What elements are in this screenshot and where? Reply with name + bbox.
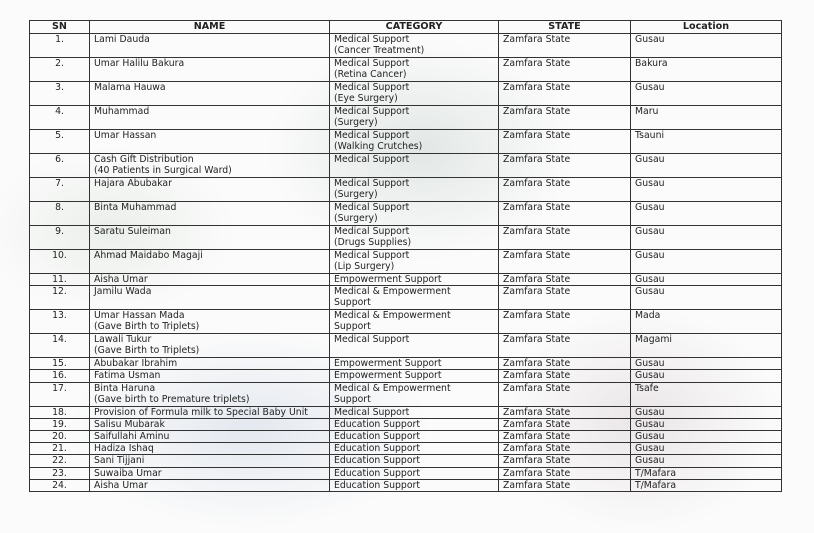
cell-location: T/Mafara: [631, 479, 782, 491]
cell-sn: 1.: [30, 34, 90, 58]
cell-category: Medical Support: [330, 154, 499, 178]
table-row: [30, 334, 782, 358]
table-row: [30, 58, 782, 82]
cell-category: Medical & Empowerment Support: [330, 286, 499, 310]
cell-state: Zamfara State: [499, 455, 631, 467]
cell-state: Zamfara State: [499, 479, 631, 491]
header-sn: SN: [30, 21, 90, 34]
cell-category: Medical Support: [330, 406, 499, 418]
table-row: [30, 274, 782, 286]
cell-location: Gusau: [631, 286, 782, 310]
cell-category: Medical & Empowerment Support: [330, 382, 499, 406]
table-row: [30, 202, 782, 226]
cell-name: Malama Hauwa: [90, 82, 330, 106]
cell-name: Cash Gift Distribution (40 Patients in Surgical Ward): [90, 154, 330, 178]
table-row: [30, 106, 782, 130]
cell-sn: 2.: [30, 58, 90, 82]
cell-state: Zamfara State: [499, 250, 631, 274]
cell-name: Lawali Tukur (Gave Birth to Triplets): [90, 334, 330, 358]
cell-name: Hajara Abubakar: [90, 178, 330, 202]
table-row: [30, 358, 782, 370]
cell-location: Bakura: [631, 58, 782, 82]
cell-category: Medical Support (Surgery): [330, 106, 499, 130]
cell-sn: 23.: [30, 467, 90, 479]
cell-category: Education Support: [330, 431, 499, 443]
cell-state: Zamfara State: [499, 130, 631, 154]
cell-name: Umar Hassan: [90, 130, 330, 154]
cell-category: Medical Support (Drugs Supplies): [330, 226, 499, 250]
header-location: Location: [631, 21, 782, 34]
cell-location: Gusau: [631, 455, 782, 467]
cell-sn: 12.: [30, 286, 90, 310]
cell-location: Gusau: [631, 406, 782, 418]
cell-sn: 10.: [30, 250, 90, 274]
cell-state: Zamfara State: [499, 310, 631, 334]
cell-name: Hadiza Ishaq: [90, 443, 330, 455]
cell-sn: 6.: [30, 154, 90, 178]
table-row: [30, 286, 782, 310]
cell-name: Abubakar Ibrahim: [90, 358, 330, 370]
cell-location: Tsafe: [631, 382, 782, 406]
cell-category: Education Support: [330, 467, 499, 479]
table-row: [30, 479, 782, 491]
table-row: [30, 130, 782, 154]
cell-category: Medical Support (Retina Cancer): [330, 58, 499, 82]
cell-sn: 22.: [30, 455, 90, 467]
cell-location: T/Mafara: [631, 467, 782, 479]
table-row: [30, 34, 782, 58]
cell-name: Lami Dauda: [90, 34, 330, 58]
cell-sn: 5.: [30, 130, 90, 154]
cell-sn: 24.: [30, 479, 90, 491]
table-row: [30, 178, 782, 202]
cell-state: Zamfara State: [499, 431, 631, 443]
cell-state: Zamfara State: [499, 58, 631, 82]
table-row: [30, 310, 782, 334]
cell-sn: 14.: [30, 334, 90, 358]
cell-name: Binta Haruna (Gave birth to Premature triplets): [90, 382, 330, 406]
cell-state: Zamfara State: [499, 82, 631, 106]
cell-category: Medical Support (Surgery): [330, 178, 499, 202]
cell-sn: 13.: [30, 310, 90, 334]
cell-state: Zamfara State: [499, 418, 631, 430]
cell-name: Binta Muhammad: [90, 202, 330, 226]
cell-name: Ahmad Maidabo Magaji: [90, 250, 330, 274]
cell-name: Muhammad: [90, 106, 330, 130]
cell-location: Gusau: [631, 34, 782, 58]
cell-location: Gusau: [631, 431, 782, 443]
cell-sn: 20.: [30, 431, 90, 443]
cell-sn: 18.: [30, 406, 90, 418]
cell-category: Education Support: [330, 455, 499, 467]
cell-category: Medical Support (Eye Surgery): [330, 82, 499, 106]
cell-category: Medical Support (Lip Surgery): [330, 250, 499, 274]
cell-category: Education Support: [330, 443, 499, 455]
table-header-row: [30, 21, 782, 34]
table-row: [30, 382, 782, 406]
cell-category: Education Support: [330, 418, 499, 430]
cell-state: Zamfara State: [499, 382, 631, 406]
cell-location: Gusau: [631, 226, 782, 250]
table-row: [30, 406, 782, 418]
cell-name: Umar Halilu Bakura: [90, 58, 330, 82]
cell-state: Zamfara State: [499, 106, 631, 130]
cell-location: Tsauni: [631, 130, 782, 154]
header-name: NAME: [90, 21, 330, 34]
cell-location: Gusau: [631, 250, 782, 274]
cell-sn: 9.: [30, 226, 90, 250]
cell-category: Empowerment Support: [330, 370, 499, 382]
header-category: CATEGORY: [330, 21, 499, 34]
cell-state: Zamfara State: [499, 274, 631, 286]
table-row: [30, 467, 782, 479]
cell-name: Suwaiba Umar: [90, 467, 330, 479]
cell-sn: 11.: [30, 274, 90, 286]
table-row: [30, 455, 782, 467]
header-state: STATE: [499, 21, 631, 34]
table-row: [30, 226, 782, 250]
cell-name: Salisu Mubarak: [90, 418, 330, 430]
table-row: [30, 250, 782, 274]
cell-name: Aisha Umar: [90, 274, 330, 286]
cell-location: Gusau: [631, 82, 782, 106]
cell-location: Gusau: [631, 418, 782, 430]
table-row: [30, 154, 782, 178]
table-row: [30, 443, 782, 455]
cell-state: Zamfara State: [499, 406, 631, 418]
table-body: [30, 34, 782, 492]
cell-sn: 16.: [30, 370, 90, 382]
cell-name: Jamilu Wada: [90, 286, 330, 310]
cell-state: Zamfara State: [499, 286, 631, 310]
cell-state: Zamfara State: [499, 34, 631, 58]
cell-sn: 15.: [30, 358, 90, 370]
cell-location: Maru: [631, 106, 782, 130]
cell-sn: 3.: [30, 82, 90, 106]
cell-category: Medical & Empowerment Support: [330, 310, 499, 334]
cell-sn: 7.: [30, 178, 90, 202]
cell-sn: 8.: [30, 202, 90, 226]
table-row: [30, 418, 782, 430]
cell-state: Zamfara State: [499, 226, 631, 250]
cell-state: Zamfara State: [499, 358, 631, 370]
cell-category: Medical Support (Cancer Treatment): [330, 34, 499, 58]
table-row: [30, 82, 782, 106]
cell-name: Provision of Formula milk to Special Baby Unit: [90, 406, 330, 418]
cell-category: Medical Support: [330, 334, 499, 358]
cell-location: Gusau: [631, 202, 782, 226]
cell-name: Aisha Umar: [90, 479, 330, 491]
cell-location: Gusau: [631, 154, 782, 178]
cell-location: Magami: [631, 334, 782, 358]
cell-category: Medical Support (Surgery): [330, 202, 499, 226]
cell-location: Gusau: [631, 178, 782, 202]
beneficiaries-sheet: [29, 20, 781, 492]
cell-location: Gusau: [631, 274, 782, 286]
table-row: [30, 431, 782, 443]
cell-name: Sani Tijjani: [90, 455, 330, 467]
cell-name: Umar Hassan Mada (Gave Birth to Triplets): [90, 310, 330, 334]
cell-location: Gusau: [631, 443, 782, 455]
cell-category: Empowerment Support: [330, 274, 499, 286]
beneficiaries-table: [29, 20, 782, 492]
cell-location: Gusau: [631, 370, 782, 382]
cell-name: Saratu Suleiman: [90, 226, 330, 250]
table-row: [30, 370, 782, 382]
cell-sn: 17.: [30, 382, 90, 406]
cell-sn: 4.: [30, 106, 90, 130]
cell-state: Zamfara State: [499, 334, 631, 358]
cell-location: Gusau: [631, 358, 782, 370]
cell-category: Empowerment Support: [330, 358, 499, 370]
cell-state: Zamfara State: [499, 370, 631, 382]
cell-name: Saifullahi Aminu: [90, 431, 330, 443]
cell-name: Fatima Usman: [90, 370, 330, 382]
cell-state: Zamfara State: [499, 467, 631, 479]
cell-sn: 21.: [30, 443, 90, 455]
cell-sn: 19.: [30, 418, 90, 430]
cell-location: Mada: [631, 310, 782, 334]
cell-state: Zamfara State: [499, 178, 631, 202]
cell-state: Zamfara State: [499, 154, 631, 178]
cell-state: Zamfara State: [499, 443, 631, 455]
cell-category: Medical Support (Walking Crutches): [330, 130, 499, 154]
cell-category: Education Support: [330, 479, 499, 491]
cell-state: Zamfara State: [499, 202, 631, 226]
